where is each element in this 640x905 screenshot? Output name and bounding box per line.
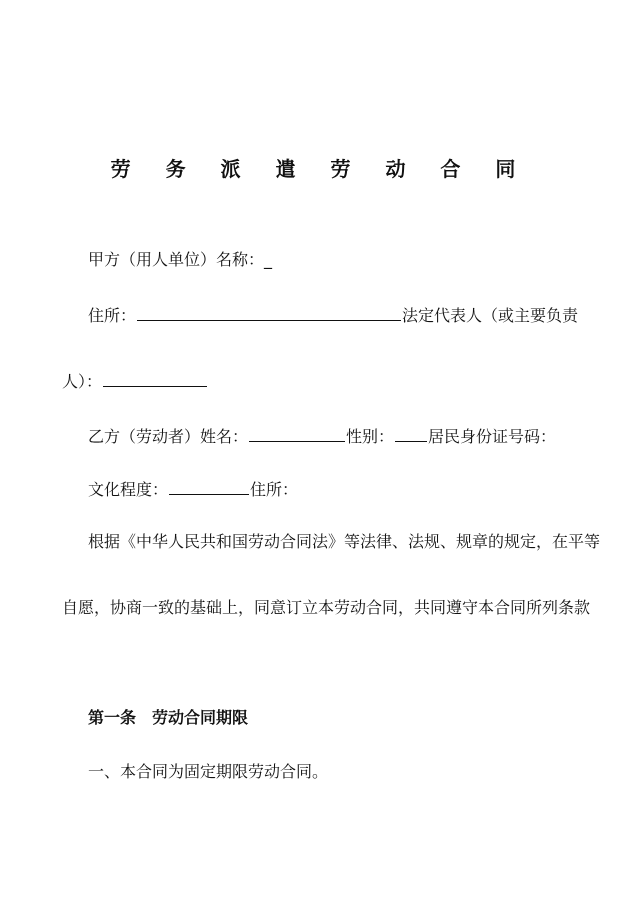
- party-a-address-blank: [137, 304, 401, 321]
- party-a-name-label: 甲方（用人单位）名称：_: [88, 250, 273, 269]
- party-b-education-label: 文化程度：: [88, 480, 169, 499]
- party-a-rep-label-cont: 人）：: [62, 372, 103, 391]
- party-b-gender-label: 性别：: [346, 427, 395, 446]
- party-a-name-line: [88, 250, 272, 270]
- party-b-education-line: [88, 478, 298, 500]
- party-b-address-label: 住所：: [250, 480, 299, 499]
- preamble-line-1: 根据《中华人民共和国劳动合同法》等法律、法规、规章的规定，在平等: [88, 532, 601, 551]
- party-a-address-label: 住所：: [88, 306, 137, 325]
- party-b-name-blank: [249, 425, 345, 442]
- party-a-rep-label: 法定代表人（或主要负责: [402, 306, 579, 325]
- party-b-info-line: [88, 425, 556, 447]
- article-1-item-1: 一、本合同为固定期限劳动合同。: [88, 762, 329, 781]
- party-b-id-label: 居民身份证号码：: [428, 427, 557, 446]
- party-b-name-label: 乙方（劳动者）姓名：: [88, 427, 249, 446]
- article-1-heading: 第一条 劳动合同期限: [88, 708, 249, 727]
- party-b-gender-blank: [395, 425, 427, 442]
- preamble-line-2: 自愿，协商一致的基础上，同意订立本劳动合同，共同遵守本合同所列条款: [62, 598, 591, 617]
- party-a-address-line: [88, 304, 578, 326]
- party-a-rep-blank: [103, 370, 207, 387]
- document-title: 劳 务 派 遣 劳 动 合 同: [110, 157, 530, 181]
- party-a-rep-line: [62, 370, 208, 392]
- party-b-education-blank: [169, 478, 249, 495]
